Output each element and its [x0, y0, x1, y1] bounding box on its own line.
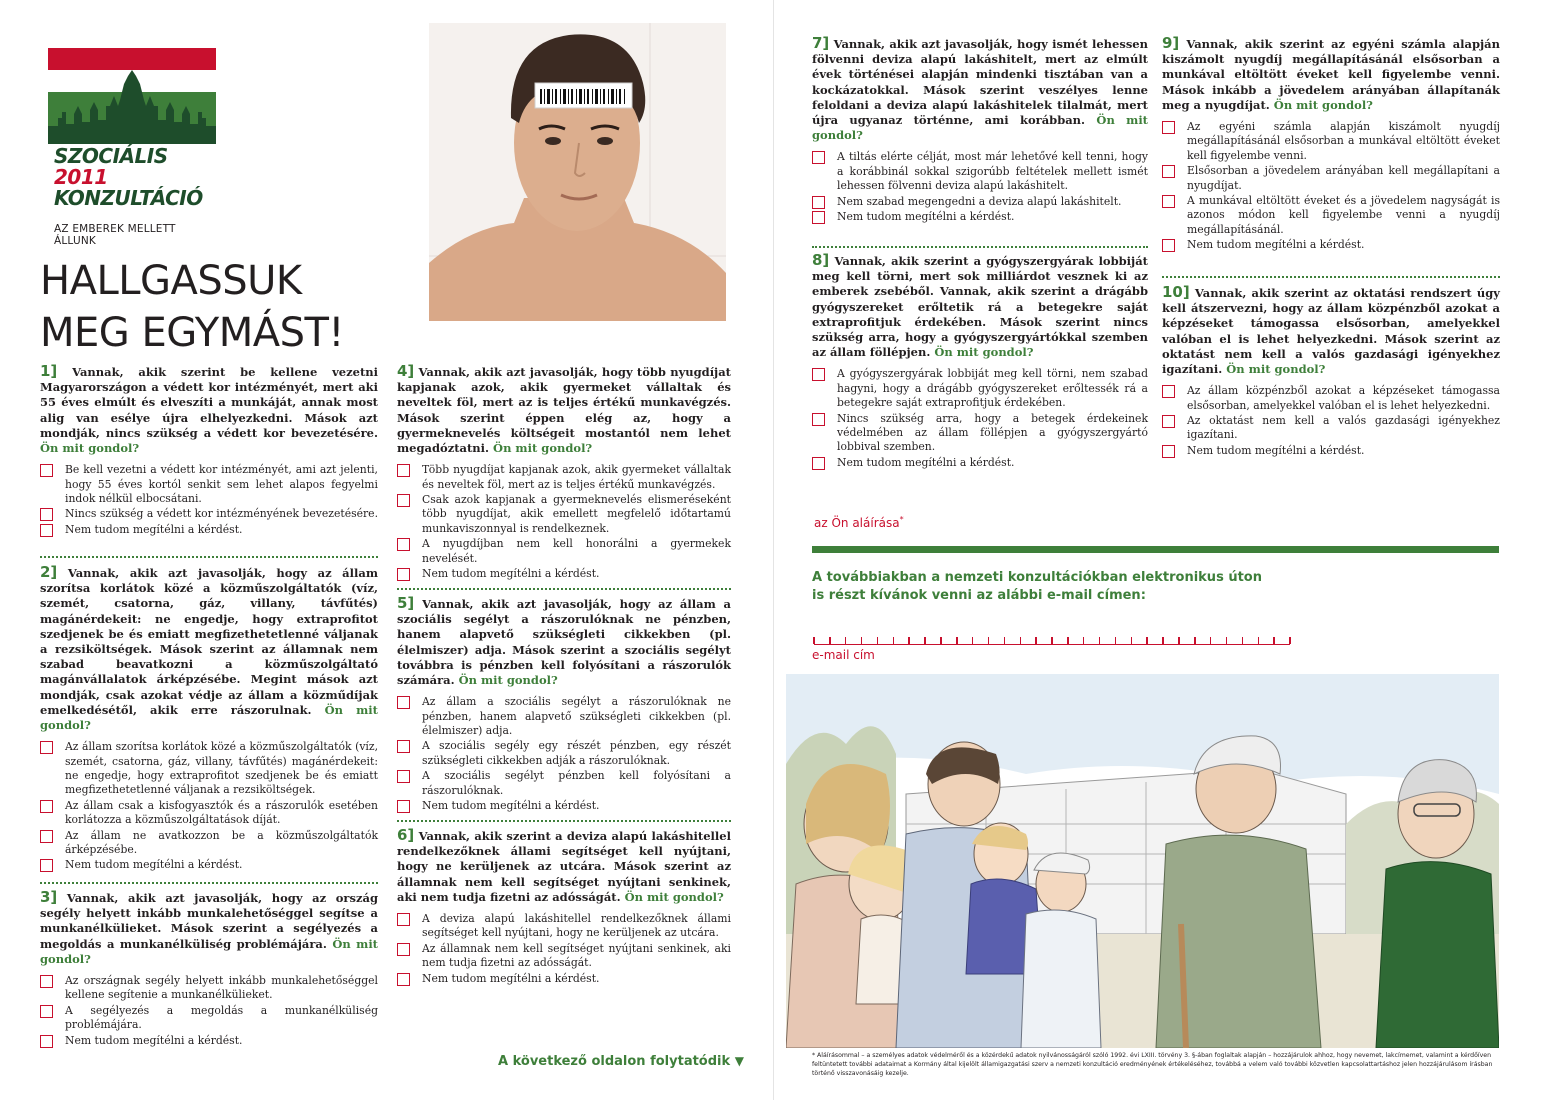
option-label: A tiltás elérte célját, most már lehetővé kell tenni, hogy a korábbinál sokkal szigorúbb feltételek mellett ismét lehessen fölvenni deviza alapú lakáshitelt.: [837, 150, 1148, 193]
email-char-tick: [1004, 637, 1006, 644]
email-char-tick: [1083, 637, 1085, 644]
question-9-text: [1162, 36, 1500, 113]
footnote-mark: *: [899, 515, 904, 524]
email-note: A továbbiakban a nemzeti konzultációkban elektronikus úton is részt kívánok venni az alábbi e-mail címen:: [812, 570, 1262, 603]
email-char-tick: [940, 637, 942, 644]
option-label: Nincs szükség arra, hogy a betegek érdekeinek védelmében az állam föllépjen a gyógyszergyártó lobbival szemben.: [837, 411, 1148, 454]
question-2-number: 2]: [40, 563, 58, 581]
question-9: [1162, 36, 1500, 254]
checkbox[interactable]: [397, 740, 410, 753]
question-9-option-1[interactable]: [1162, 120, 1500, 163]
question-5-ask: Ön mit gondol?: [458, 673, 558, 688]
question-9-ask: Ön mit gondol?: [1273, 97, 1373, 112]
question-4: [397, 364, 731, 582]
question-4-number: 4]: [397, 362, 415, 380]
question-2-option-1[interactable]: [40, 740, 378, 798]
checkbox[interactable]: [1162, 415, 1175, 428]
continue-note: [498, 1054, 744, 1069]
question-6-ask: Ön mit gondol?: [624, 889, 724, 904]
family-illustration: [786, 674, 1499, 1048]
email-char-tick: [1099, 637, 1101, 644]
question-9-option-3[interactable]: [1162, 194, 1500, 237]
question-4-ask: Ön mit gondol?: [493, 441, 593, 456]
option-label: Az államnak nem kell segítséget nyújtani senkinek, aki nem tudja fizetni az adósságát.: [422, 941, 731, 970]
question-1-number: 1]: [40, 362, 58, 380]
checkbox[interactable]: [40, 741, 53, 754]
checkbox[interactable]: [812, 211, 825, 224]
question-3-ask: Ön mit gondol?: [40, 936, 378, 966]
question-1-option-2[interactable]: [40, 507, 378, 521]
question-1-ask: Ön mit gondol?: [40, 441, 140, 456]
option-label: Nem tudom megítélni a kérdést.: [422, 971, 600, 985]
checkbox[interactable]: [40, 859, 53, 872]
checkbox[interactable]: [397, 464, 410, 477]
triangle-down-icon: ▼: [734, 1054, 744, 1068]
question-1-text: [40, 364, 378, 456]
question-2-option-4[interactable]: [40, 858, 378, 872]
option-label: Csak azok kapjanak a gyermeknevelés elismeréseként több nyugdíjat, akik emellett megfelelő időtartamú munkaviszonnyal is rendelkeznek.: [422, 493, 731, 535]
option-label: Nem tudom megítélni a kérdést.: [837, 210, 1015, 224]
option-label: Több nyugdíjat kapjanak azok, akik gyermeket vállaltak és neveltek föl, mert az is teljes értékű munkavégzés.: [422, 463, 731, 491]
option-label: Az állam a szociális segélyt a rászorulóknak ne pénzben, hanem alapvető szükségleti cikkekben (pl. élelmiszer) adja.: [422, 695, 731, 738]
email-char-tick: [877, 637, 879, 644]
email-char-tick: [845, 637, 847, 644]
option-label: A szociális segély egy részét pénzben, egy részét szükségleti cikkekben adják a rászorulóknak.: [422, 739, 731, 767]
email-char-tick: [1162, 637, 1164, 644]
email-char-tick: [1115, 637, 1117, 644]
checkbox[interactable]: [397, 800, 410, 813]
logo-title: [48, 146, 216, 209]
headline: [40, 255, 344, 359]
question-8-body: Vannak, akik szerint a gyógyszergyárak lobbiját meg kell törni, mert sok milliárdot vesznek ki az emberek zsebéből. Vannak, akik szerint a drágább gyógyszereket erőltetik rá a betegekre saját extraprofitjuk érdekében. Mások szerint nincs szükség arra, hogy a gyógyszergyártókkal szemben az állam föllépjen.: [812, 254, 1148, 360]
question-8-ask: Ön mit gondol?: [934, 345, 1034, 360]
logo-slogan: AZ EMBEREK MELLETT ÁLLUNK: [54, 223, 176, 247]
email-char-tick: [1258, 637, 1260, 644]
question-3-body: Vannak, akik azt javasolják, hogy az ország segély helyett inkább munkalehetőséggel segítse a munkanélkülieket. Mások szerint a segélyezés a megoldás a munkanélküliség problémájára.: [40, 891, 378, 951]
email-char-tick: [1131, 637, 1133, 644]
question-5-option-3[interactable]: [397, 769, 731, 798]
separator: [40, 556, 378, 558]
option-label: A szociális segélyt pénzben kell folyósítani a rászorulóknak.: [422, 769, 731, 797]
question-9-option-4[interactable]: [1162, 238, 1500, 252]
checkbox[interactable]: [397, 770, 410, 783]
option-label: Elsősorban a jövedelem arányában kell megállapítani a nyugdíjat.: [1187, 164, 1500, 192]
parliament-icon: [48, 66, 216, 144]
email-char-tick: [1273, 637, 1275, 644]
question-9-body: Vannak, akik szerint az egyéni számla alapján kiszámolt nyugdíj megállapításánál elsősorban a munkával eltöltött éveket kell figyelembe venni. Mások inkább a jövedelem arányában állapítanák meg a nyugdíjat.: [1162, 37, 1500, 112]
email-char-tick: [861, 637, 863, 644]
email-input[interactable]: [814, 633, 1290, 645]
question-1: [40, 364, 378, 538]
question-6-option-3[interactable]: [397, 972, 731, 986]
question-8-number: 8]: [812, 251, 830, 269]
question-3-option-1[interactable]: [40, 974, 378, 1003]
email-char-tick: [956, 637, 958, 644]
checkbox[interactable]: [40, 830, 53, 843]
checkbox[interactable]: [812, 151, 825, 164]
question-1-option-1[interactable]: [40, 463, 378, 506]
question-8-option-2[interactable]: [812, 412, 1148, 455]
option-label: Az állam csak a kisfogyasztók és a rászorulók esetében korlátozza a közműszolgáltatások díját.: [65, 798, 378, 827]
email-char-tick: [1242, 637, 1244, 644]
flag-parliament-emblem: [48, 48, 216, 144]
question-7-option-2[interactable]: [812, 195, 1148, 209]
checkbox[interactable]: [40, 524, 53, 537]
question-4-option-4[interactable]: [397, 567, 731, 581]
checkbox[interactable]: [1162, 121, 1175, 134]
checkbox[interactable]: [397, 913, 410, 926]
question-3: [40, 890, 378, 1049]
question-2-option-3[interactable]: [40, 829, 378, 858]
checkbox[interactable]: [40, 1035, 53, 1048]
question-6-body: Vannak, akik szerint a deviza alapú lakáshitellel rendelkezőknek állami segítséget kell nyújtani, hogy ne kerüljenek az utcára. Mások szerint az államnak nem kell segítséget nyújtani senkinek, aki nem tudja fizetni az adósságát.: [397, 829, 731, 904]
question-9-number: 9]: [1162, 34, 1180, 52]
email-char-tick: [908, 637, 910, 644]
question-10-ask: Ön mit gondol?: [1226, 362, 1326, 377]
option-label: Nincs szükség a védett kor intézményének bevezetésére.: [65, 507, 378, 521]
question-4-body: Vannak, akik azt javasolják, hogy több nyugdíjat kapjanak azok, akik gyermeket vállaltak és neveltek föl, mert az is teljes értékű munkavégzés. Mások szerint éppen elég az, hogy a gyermeknevelés költségeit mostantól nem lehet megadóztatni.: [397, 365, 731, 456]
question-5-option-4[interactable]: [397, 799, 731, 813]
logo-line2: KONZULTÁCIÓ: [54, 186, 203, 210]
checkbox[interactable]: [40, 508, 53, 521]
headline-line1: HALLGASSUK: [40, 258, 302, 304]
question-5-body: Vannak, akik azt javasolják, hogy az állam a szociális segélyt a rászorulóknak ne pénzben, hanem alapvető szükségleti cikkekben (pl. élelmiszer) adja. Mások szerint a szociális segélyt továbbra is pénzben kell folyósítani a rászorulók számára.: [397, 597, 731, 688]
option-label: Nem szabad megengedni a deviza alapú lakáshitelt.: [837, 194, 1122, 208]
email-char-tick: [1146, 637, 1148, 644]
question-7-text: [812, 36, 1148, 143]
question-4-option-3[interactable]: [397, 537, 731, 566]
email-char-tick: [1226, 637, 1228, 644]
option-label: Nem tudom megítélni a kérdést.: [1187, 443, 1365, 457]
question-7-body: Vannak, akik azt javasolják, hogy ismét lehessen fölvenni deviza alapú lakáshitelt, mert az elmúlt évek történései alapján mindenki tisztában van a kockázatokkal. Mások szerint veszélyes lenne feloldani a deviza alapú lakáshitelek tilalmát, mert újra ugyanaz történne, ami korábban.: [812, 37, 1148, 128]
option-label: Nem tudom megítélni a kérdést.: [65, 522, 243, 536]
option-label: Be kell vezetni a védett kor intézményét, ami azt jelenti, hogy 55 éves kortól senkit sem lehet alapos fegyelmi indok nélkül elbocsátani.: [65, 463, 378, 506]
question-2-ask: Ön mit gondol?: [40, 702, 378, 733]
option-label: A deviza alapú lakáshitellel rendelkezőknek állami segítséget kell nyújtani, hogy ne kerüljenek az utcára.: [422, 912, 731, 940]
checkbox[interactable]: [397, 568, 410, 581]
checkbox[interactable]: [397, 538, 410, 551]
question-9-option-2[interactable]: [1162, 164, 1500, 193]
question-5: [397, 596, 731, 814]
logo-line1: SZOCIÁLIS: [54, 144, 168, 168]
option-label: Nem tudom megítélni a kérdést.: [422, 567, 600, 581]
checkbox[interactable]: [397, 696, 410, 709]
email-char-tick: [1035, 637, 1037, 644]
question-10: [1162, 285, 1500, 459]
option-label: Az állam ne avatkozzon be a közműszolgáltatók árképzésébe.: [65, 828, 378, 857]
question-4-option-1[interactable]: [397, 463, 731, 492]
email-char-tick: [924, 637, 926, 644]
email-char-tick: [1194, 637, 1196, 644]
option-label: Az egyéni számla alapján kiszámolt nyugdíj megállapításánál elsősorban a munkával eltöltött éveket kell figyelembe venni.: [1187, 120, 1500, 162]
signature-label: az Ön aláírása: [814, 516, 900, 530]
checkbox[interactable]: [1162, 239, 1175, 252]
option-label: Nem tudom megítélni a kérdést.: [422, 799, 600, 813]
legal-footnote: * Aláírásommal – a személyes adatok védelméről és a közérdekű adatok nyilvánosságáról szóló 1992. évi LXIII. törvény 3. §-ában foglaltak alapján – hozzájárulok ahhoz, hogy nevemet, lakcímemet, valamint a kérdőíven feltüntetett további adataimat a Kormány által kijelölt államigazgatási szerv a nemzeti konzultáció eredményének értékeléséhez, továbbá a velem való további közvetlen kapcsolattartáshoz jelen hozzájárulásom írásban történő visszavonásáig kezelje.: [812, 1052, 1493, 1077]
checkbox[interactable]: [812, 196, 825, 209]
question-3-text: [40, 890, 378, 967]
option-label: Az állam közpénzből azokat a képzéseket támogassa elsősorban, amelyekkel valóban el is lehet helyezkedni.: [1187, 384, 1500, 412]
question-8-option-3[interactable]: [812, 456, 1148, 470]
email-char-tick: [1289, 637, 1291, 644]
option-label: A segélyezés a megoldás a munkanélküliség problémájára.: [65, 1003, 378, 1032]
question-4-text: [397, 364, 731, 456]
separator: [40, 882, 378, 884]
question-4-option-2[interactable]: [397, 493, 731, 536]
question-7: [812, 36, 1148, 225]
question-10-option-3[interactable]: [1162, 444, 1500, 458]
family-drawing-image: [786, 674, 1499, 1048]
option-label: Az országnak segély helyett inkább munkalehetőséggel kellene segítenie a munkanélkülieket.: [65, 974, 378, 1002]
option-label: A munkával eltöltött éveket és a jövedelem nagyságát is azonos módon kell figyelembe venni a nyugdíj megállapításánál.: [1187, 194, 1500, 236]
checkbox[interactable]: [40, 975, 53, 988]
question-7-option-1[interactable]: [812, 150, 1148, 193]
question-3-option-2[interactable]: [40, 1004, 378, 1033]
option-label: Az állam szorítsa korlátok közé a közműszolgáltatók (víz, szemét, csatorna, gáz, villany, távfűtés) magánérdekeit: ne engedje, hogy extraprofitot szedjenek be és emiatt megfizethetetlenné váljanak a rezsiköltségek.: [65, 740, 378, 797]
question-1-option-3[interactable]: [40, 523, 378, 537]
question-5-option-1[interactable]: [397, 695, 731, 738]
option-label: A gyógyszergyárak lobbiját meg kell törni, nem szabad hagyni, hogy a drágább gyógyszereket erőltessék rá a betegekre saját extraprofitjuk érdekében.: [837, 367, 1148, 410]
question-8: [812, 253, 1148, 471]
option-label: Nem tudom megítélni a kérdést.: [1187, 238, 1365, 252]
headline-line2: MEG EGYMÁST!: [40, 310, 344, 356]
question-6-option-2[interactable]: [397, 942, 731, 971]
separator: [397, 588, 731, 590]
question-3-option-3[interactable]: [40, 1034, 378, 1048]
question-10-body: Vannak, akik szerint az oktatási rendszert úgy kell átszervezni, hogy az állam közpénzből azokat a képzéseket támogassa elsősorban, amelyekkel valóban el is lehet helyezkedni. Mások szerint az oktatást nem kell a valós gazdasági igényekhez igazítani.: [1162, 286, 1500, 377]
question-8-option-1[interactable]: [812, 367, 1148, 410]
email-char-tick: [813, 637, 815, 644]
question-6-text: [397, 828, 731, 905]
email-label: e-mail cím: [812, 648, 875, 662]
checkbox[interactable]: [40, 464, 53, 477]
option-label: Nem tudom megítélni a kérdést.: [837, 455, 1015, 469]
question-2-option-2[interactable]: [40, 799, 378, 828]
option-label: Az oktatást nem kell a valós gazdasági igényekhez igazítani.: [1187, 414, 1500, 442]
checkbox[interactable]: [1162, 195, 1175, 208]
question-2-body: Vannak, akik azt javasolják, hogy az állam szorítsa korlátok közé a közműszolgáltatók (víz, szemét, csatorna, gáz, villany, távfűtés) magánérdekeit: ne engedje, hogy extraprofitot szedjenek be és emiatt megfizethetetlenné váljanak a rezsiköltségek. Mások szerint az államnak nem szabad beavatkozni a közműszolgáltató magánvállalatok árképzésébe. Megint mások azt mondják, csak azokat védje az állam a közműdíjak emelkedésétől, akik erre rászorulnak.: [40, 566, 378, 717]
question-2: [40, 565, 378, 874]
fold-line: [773, 0, 774, 1100]
email-char-tick: [988, 637, 990, 644]
email-char-tick: [1051, 637, 1053, 644]
logo: [48, 48, 216, 247]
checkbox[interactable]: [1162, 165, 1175, 178]
checkbox[interactable]: [397, 973, 410, 986]
email-char-tick: [1178, 637, 1180, 644]
checkbox[interactable]: [40, 800, 53, 813]
separator: [397, 820, 731, 822]
question-6-option-1[interactable]: [397, 912, 731, 941]
option-label: A nyugdíjban nem kell honorálni a gyermekek nevelését.: [422, 537, 731, 565]
question-5-option-2[interactable]: [397, 739, 731, 768]
checkbox[interactable]: [1162, 445, 1175, 458]
continue-text: A következő oldalon folytatódik: [498, 1054, 731, 1069]
option-label: Nem tudom megítélni a kérdést.: [65, 1033, 243, 1047]
checkbox[interactable]: [812, 413, 825, 426]
question-5-text: [397, 596, 731, 688]
question-3-number: 3]: [40, 888, 58, 906]
checkbox[interactable]: [397, 943, 410, 956]
email-char-tick: [893, 637, 895, 644]
divider-bar: [812, 546, 1499, 553]
email-char-tick: [1067, 637, 1069, 644]
question-8-text: [812, 253, 1148, 360]
question-7-option-3[interactable]: [812, 210, 1148, 224]
signature-field[interactable]: [814, 515, 904, 530]
question-6: [397, 828, 731, 987]
question-10-number: 10]: [1162, 283, 1190, 301]
checkbox[interactable]: [812, 457, 825, 470]
question-10-option-1[interactable]: [1162, 384, 1500, 413]
question-1-body: Vannak, akik szerint be kellene vezetni Magyarországon a védett kor intézményét, mert aki 55 éves elmúlt és elveszíti a munkáját, annak most alig van esélye újra elhelyezkedni. Mások azt mondják, nincs szükség a védett kor bevezetésére.: [40, 365, 379, 440]
question-6-number: 6]: [397, 826, 415, 844]
man-portrait-image: [429, 23, 726, 321]
email-char-tick: [1020, 637, 1022, 644]
cover-photo: [429, 23, 726, 321]
separator: [812, 246, 1148, 248]
logo-year: 2011: [54, 165, 108, 189]
checkbox[interactable]: [1162, 385, 1175, 398]
question-2-text: [40, 565, 378, 733]
email-char-tick: [972, 637, 974, 644]
separator: [1162, 276, 1500, 278]
question-7-ask: Ön mit gondol?: [812, 113, 1148, 143]
question-10-option-2[interactable]: [1162, 414, 1500, 443]
email-char-tick: [829, 637, 831, 644]
option-label: Nem tudom megítélni a kérdést.: [65, 858, 243, 872]
question-5-number: 5]: [397, 594, 415, 612]
email-char-tick: [1210, 637, 1212, 644]
question-10-text: [1162, 285, 1500, 377]
checkbox[interactable]: [397, 494, 410, 507]
checkbox[interactable]: [40, 1005, 53, 1018]
question-7-number: 7]: [812, 34, 830, 52]
checkbox[interactable]: [812, 368, 825, 381]
